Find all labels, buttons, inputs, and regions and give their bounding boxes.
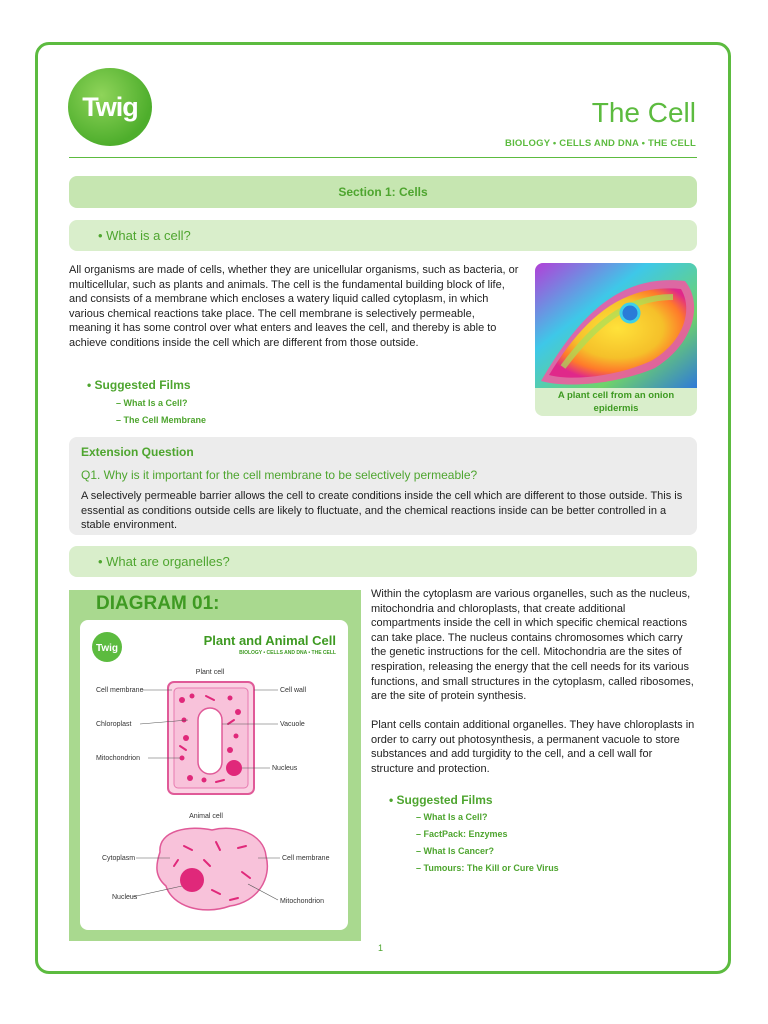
- breadcrumb: BIOLOGY • CELLS AND DNA • THE CELL: [505, 138, 696, 149]
- page-title: The Cell: [591, 97, 696, 128]
- label-cell-wall: Cell wall: [280, 687, 307, 694]
- label-nucleus: Nucleus: [272, 765, 298, 772]
- suggested-films-heading: • Suggested Films: [389, 793, 493, 807]
- plant-cell-label: Plant cell: [195, 669, 225, 676]
- extension-question: Q1. Why is it important for the cell membrane to be selectively permeable?: [81, 468, 478, 482]
- header-divider: [69, 157, 697, 158]
- diagram-title: Plant and Animal Cell: [203, 633, 336, 648]
- plant-nucleus: [226, 760, 242, 776]
- label-cytoplasm: Cytoplasm: [102, 855, 136, 862]
- diagram-breadcrumb: BIOLOGY • CELLS AND DNA • THE CELL: [239, 650, 336, 656]
- film-link[interactable]: – Tumours: The Kill or Cure Virus: [416, 863, 559, 873]
- label-cell-membrane: Cell membrane: [96, 687, 144, 694]
- question-heading-organelles: • What are organelles?: [69, 546, 697, 577]
- question-heading-what-is-a-cell: • What is a cell?: [69, 220, 697, 251]
- vacuole: [198, 708, 222, 774]
- suggested-films-heading: • Suggested Films: [87, 378, 191, 392]
- diagram-heading: DIAGRAM 01:: [96, 593, 220, 614]
- film-link[interactable]: – What Is a Cell?: [116, 398, 188, 408]
- diagram-card: [80, 620, 348, 930]
- animal-cell-body: [157, 828, 267, 910]
- label-vacuole: Vacuole: [280, 721, 305, 728]
- label-animal-nucleus: Nucleus: [112, 894, 138, 901]
- film-link[interactable]: – The Cell Membrane: [116, 415, 207, 425]
- section-heading: Section 1: Cells: [69, 176, 697, 208]
- photo-caption: A plant cell from an onion epidermis: [557, 390, 675, 414]
- organelles-paragraph-2: Plant cells contain additional organelles. They have chloroplasts in order to carry out photosynthesis, a permanent vacuole to store substances and add turgidity to the cell, and a cell wall for structure and protection.: [371, 719, 695, 775]
- label-animal-mitochondrion: Mitochondrion: [280, 898, 324, 905]
- animal-nucleus: [180, 868, 204, 892]
- extension-answer: A selectively permeable barrier allows the cell to create conditions inside the cell which are different to those outside. This is essential as conditions outside cells are likely to fluctuate, and the chemical reactions inside can be better controlled in a stable environment.: [81, 490, 683, 532]
- logo-text: Twig: [82, 91, 138, 122]
- animal-cell-label: Animal cell: [189, 813, 223, 820]
- label-mitochondrion: Mitochondrion: [96, 755, 140, 762]
- diagram-logo-text: Twig: [95, 643, 119, 654]
- film-link[interactable]: – What Is Cancer?: [416, 846, 495, 856]
- label-chloroplast: Chloroplast: [96, 721, 132, 728]
- cell-paragraph: All organisms are made of cells, whether they are unicellular organisms, such as bacteria, or multicellular, such as plants and animals. The cell is the fundamental building block of life, and consists of a membrane which encloses a watery liquid called cytoplasm, in which various chemical reactions take place. The cell membrane is selectively permeable, meaning it has some control over what enters and leaves the cell, and thereby is able to achieve conditions inside the cell which are different from those outside.: [69, 264, 519, 349]
- extension-title: Extension Question: [81, 445, 194, 459]
- twig-logo: [68, 68, 152, 146]
- page-number: 1: [378, 943, 384, 953]
- film-link[interactable]: – FactPack: Enzymes: [416, 829, 508, 839]
- organelles-paragraph-1: Within the cytoplasm are various organelles, such as the nucleus, mitochondria and chloroplasts, that create additional compartments inside the cell in which specific chemical reactions can take place. The nucleus contains chromosomes which carry the genetic instructions for the cell. Mitochondria are the sites of respiration, releasing the energy that the cell needs for its various functions, and small structures in the cytoplasm, called ribosomes, are the site of protein synthesis.: [371, 588, 694, 703]
- label-animal-cell-membrane: Cell membrane: [282, 855, 330, 862]
- film-link[interactable]: – What Is a Cell?: [416, 812, 488, 822]
